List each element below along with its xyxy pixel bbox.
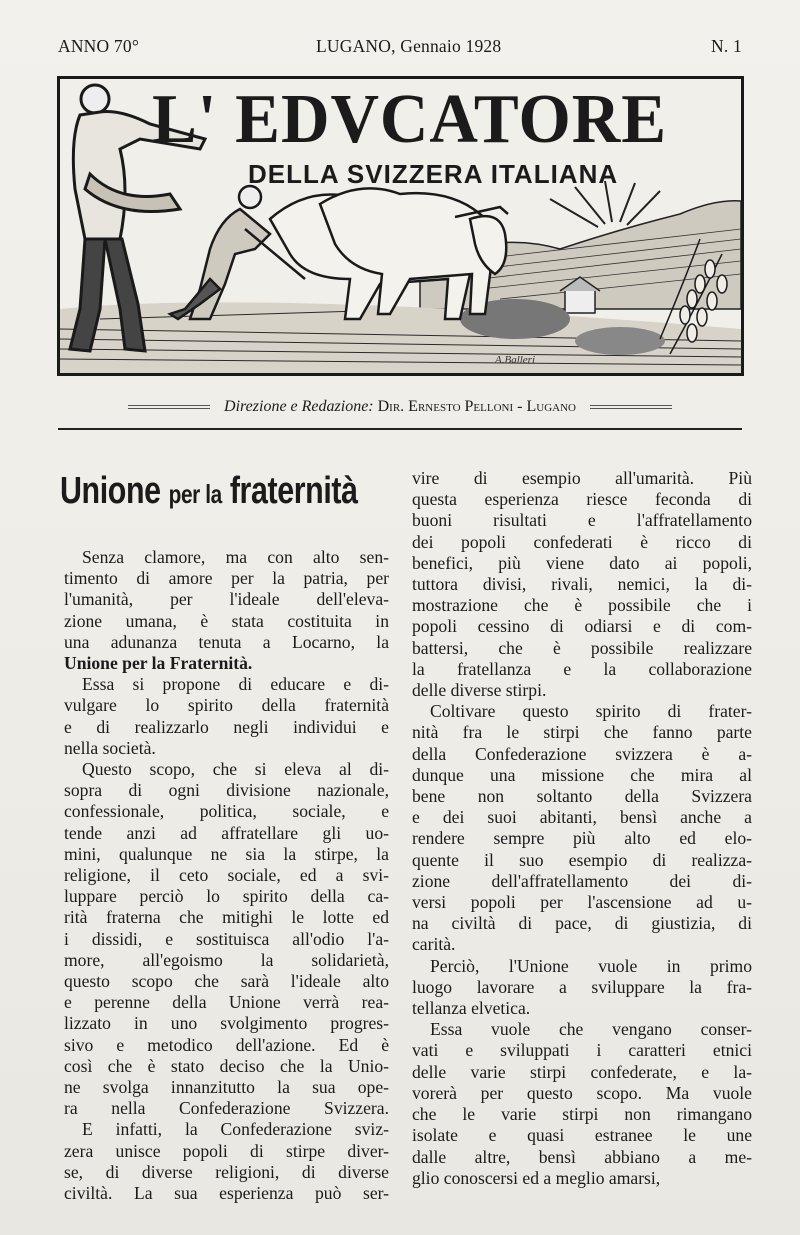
ornament-rule-right — [590, 405, 672, 409]
article-headline: Unione per la fraternità — [60, 470, 358, 512]
text-line: vorerà per questo scopo. Ma vuole — [412, 1082, 752, 1103]
text-line: vulgare lo spirito della fraternità — [64, 695, 389, 716]
text-line: tuttora divisi, rivali, nemici, la di- — [412, 574, 752, 595]
text-line: se, di diverse religioni, di diverse — [64, 1161, 389, 1182]
paragraph — [64, 759, 389, 1119]
text-line: popoli cessino di odiarsi e di com- — [412, 616, 752, 637]
text-line: quente il suo esempio di realizza- — [412, 849, 752, 870]
text-line: vati e sviluppati i caratteri etnici — [412, 1040, 752, 1061]
text-line: tende anzi ad affratellare gli uo- — [64, 822, 389, 843]
text-line: Senza clamore, ma con alto sen- — [82, 547, 389, 567]
text-line: zione umana, è stata costituita in — [64, 610, 389, 631]
text-line: religione, il ceto sociale, ed a svi- — [64, 865, 389, 886]
text-line: bene non soltanto della Svizzera — [412, 786, 752, 807]
text-line: Questo scopo, che si eleva al di- — [82, 759, 389, 780]
text-line: versi popoli per l'ascensione ad u- — [412, 892, 752, 913]
text-line: che le varie stirpi non rimangano — [412, 1104, 752, 1125]
article-column-left — [60, 460, 389, 1204]
paragraph — [412, 468, 752, 701]
text-line: l'umanità, per l'ideale dell'eleva- — [64, 589, 389, 610]
text-line-end: Unione per la Fraternità. — [64, 653, 253, 674]
editorial-line — [58, 398, 742, 422]
text-line: battersi, che è possibile realizzare — [412, 637, 752, 658]
text-line: mini, qualunque ne sia la stirpe, la — [64, 843, 389, 864]
text-line: Essa vuole che vengano conser- — [430, 1019, 752, 1040]
text-line-end: glio conoscersi ed a meglio amarsi, — [412, 1167, 661, 1188]
text-line: Coltivare questo spirito di frater- — [430, 701, 752, 722]
text-line: timento di amore per la patria, per — [64, 568, 389, 589]
text-line: una adunanza tenuta a Locarno, la — [64, 631, 389, 652]
header-divider — [58, 428, 742, 430]
paragraph — [412, 956, 752, 1020]
text-line: more, all'egoismo la solidarietà, — [64, 949, 389, 970]
artist-signature: A.Balleri — [495, 354, 536, 366]
text-line: Essa si propone di educare e di- — [82, 674, 389, 695]
text-line: la fratellanza e la collaborazione — [412, 658, 752, 679]
text-line: e perenne della Unione verrà rea- — [64, 992, 389, 1013]
text-line: della Confederazione svizzera è a- — [412, 743, 752, 764]
ornament-rule-left — [128, 405, 210, 409]
text-line: così che è stato deciso che la Unio- — [64, 1055, 389, 1076]
text-line: e di realizzarlo negli individui e — [64, 716, 389, 737]
text-line: buoni risultati e l'affratellamento — [412, 510, 752, 531]
paragraph — [64, 1119, 389, 1204]
issue-place-date: LUGANO, Gennaio 1928 — [316, 36, 502, 56]
editor-name: Dir. Ernesto Pelloni - Lugano — [377, 398, 576, 415]
article-body-right — [412, 468, 752, 1189]
text-line: isolate e quasi estranee le une — [412, 1125, 752, 1146]
text-line-end: carità. — [412, 934, 456, 955]
masthead-subtitle: DELLA SVIZZERA ITALIANA — [248, 159, 619, 189]
masthead — [57, 76, 744, 376]
text-line: ra nella Confederazione Svizzera. — [64, 1098, 389, 1119]
text-line: sivo e metodico dell'azione. Ed è — [64, 1034, 389, 1055]
text-line: ne svolga innanzitutto la sua ope- — [64, 1077, 389, 1098]
text-line: na civiltà di pace, di giustizia, di — [412, 913, 752, 934]
text-line-end: nella società. — [64, 737, 156, 758]
paragraph — [412, 1019, 752, 1189]
text-line: nità fra le stirpi che fanno parte — [412, 722, 752, 743]
text-line: confessionale, politica, sociale, e — [64, 801, 389, 822]
article-body-left — [64, 547, 389, 1204]
text-line-end: delle diverse stirpi. — [412, 680, 547, 701]
text-line: dunque una missione che mira al — [412, 764, 752, 785]
text-line: Perciò, l'Unione vuole in primo — [430, 955, 752, 976]
text-line: luogo lavorare a sviluppare la fra- — [412, 976, 752, 997]
text-line: questo scopo che sarà l'ideale alto — [64, 971, 389, 992]
issue-header — [58, 36, 742, 62]
text-line: lizzato in uno svolgimento progres- — [64, 1013, 389, 1034]
text-line: zione dell'affratellamento dei di- — [412, 870, 752, 891]
masthead-title: L' EDVCATORE — [152, 81, 667, 158]
text-line: delle varie stirpi confederate, e la- — [412, 1061, 752, 1082]
text-line: i dissidi, e sostituisca all'odio l'a- — [64, 928, 389, 949]
text-line: sopra di ogni divisione nazionale, — [64, 780, 389, 801]
text-line: rità fraterna che mitighi le lotte ed — [64, 907, 389, 928]
issue-number: N. 1 — [711, 36, 742, 56]
text-line: zera unisce popoli di stirpe diver- — [64, 1140, 389, 1161]
text-line: rendere sempre più alto ed elo- — [412, 828, 752, 849]
text-line: benefici, più viene dato ai popoli, — [412, 552, 752, 573]
paragraph — [412, 701, 752, 955]
text-line-end: tellanza elvetica. — [412, 998, 531, 1019]
issue-year: ANNO 70° — [58, 36, 140, 56]
text-line: luppare perciò lo spirito della ca- — [64, 886, 389, 907]
text-line: civiltà. La sua esperienza può ser- — [64, 1183, 389, 1204]
paragraph — [64, 547, 389, 674]
text-line: dalle altre, bensì abbiano a me- — [412, 1146, 752, 1167]
paragraph — [64, 674, 389, 759]
text-line: questa esperienza riesce feconda di — [412, 489, 752, 510]
text-line: dei popoli confederati è ricco di — [412, 531, 752, 552]
article-column-right — [412, 468, 752, 1189]
text-line: vire di esempio all'umarità. Più — [412, 468, 752, 488]
text-line: E infatti, la Confederazione sviz- — [82, 1119, 389, 1140]
text-line: e dei suoi abitanti, bensì anche a — [412, 807, 752, 828]
editorial-label: Direzione e Redazione: — [224, 398, 374, 415]
text-line: mostrazione che è possibile che i — [412, 595, 752, 616]
